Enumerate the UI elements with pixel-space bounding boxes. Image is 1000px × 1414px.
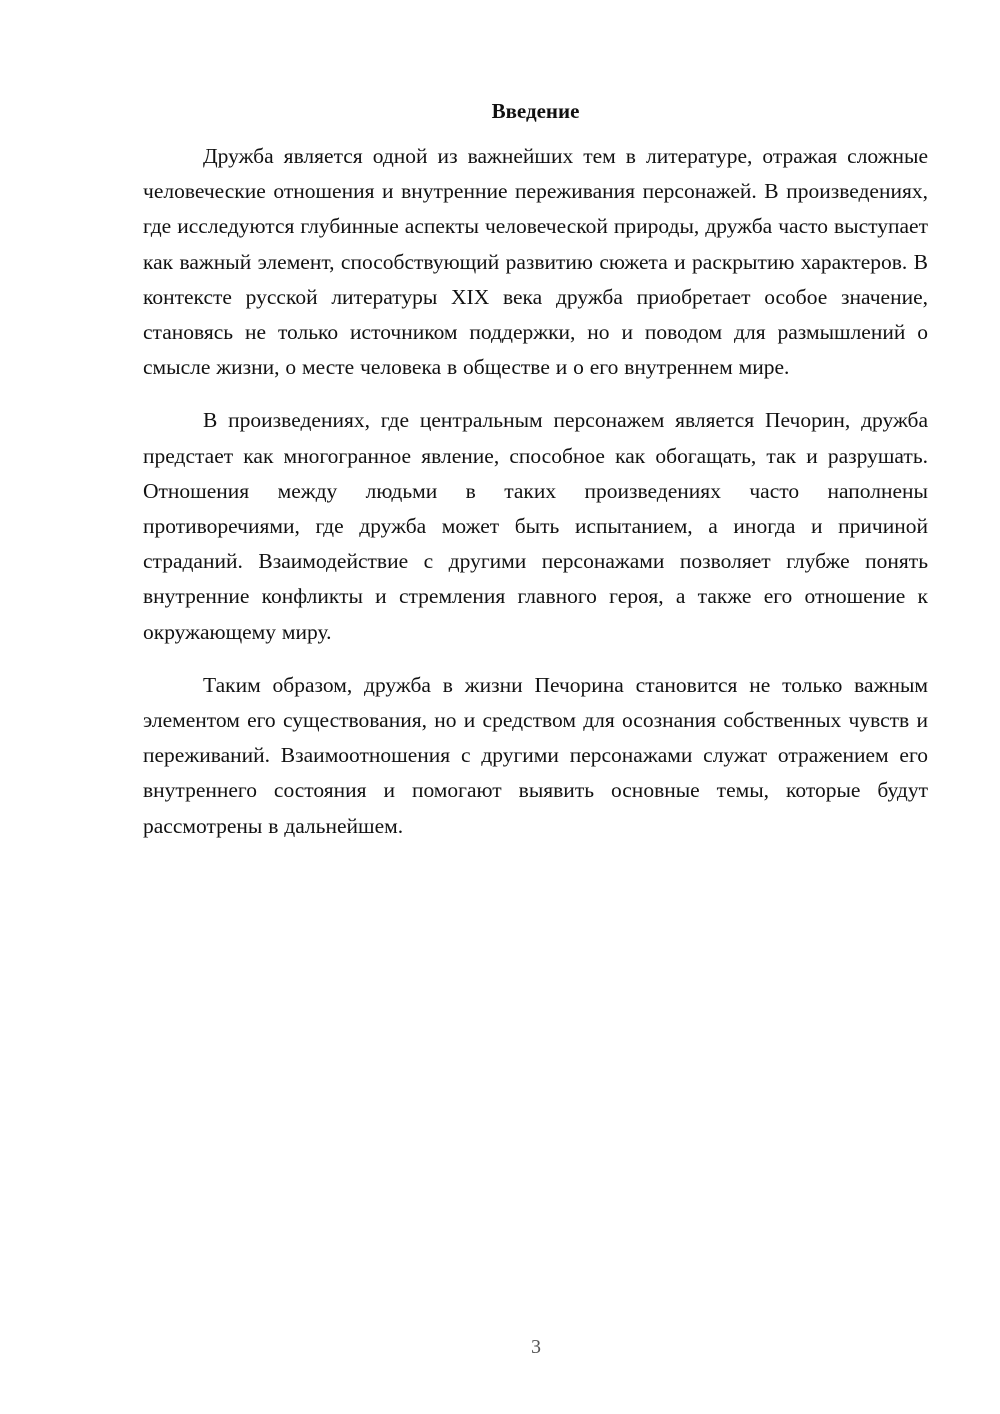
- paragraph-3: Таким образом, дружба в жизни Печорина становится не только важным элементом его существования, но и средством для осознания собственных чувств и переживаний. Взаимоотношения с другими персонажами служат отражением его внутреннего состояния и помогают выявить основные темы, которые будут рассмотрены в дальнейшем.: [143, 672, 928, 838]
- section-title: Введение: [491, 99, 580, 123]
- page-number: 3: [531, 1336, 541, 1358]
- paragraph-1: Дружба является одной из важнейших тем в литературе, отражая сложные человеческие отношения и внутренние переживания персонажей. В произведениях, где исследуются глубинные аспекты человеческой природы, дружба часто выступает как важный элемент, способствующий развитию сюжета и раскрытию характеров. В контексте русской литературы XIX века дружба приобретает особое значение, становясь не только источником поддержки, но и поводом для размышлений о смысле жизни, о месте человека в обществе и о его внутреннем мире.: [143, 144, 928, 380]
- page-content: [143, 96, 928, 862]
- paragraph-2: В произведениях, где центральным персонажем является Печорин, дружба предстает как многогранное явление, способное как обогащать, так и разрушать. Отношения между людьми в таких произведениях часто наполнены противоречиями, где дружба может быть испытанием, а иногда и причиной страданий. Взаимодействие с другими персонажами позволяет глубже понять внутренние конфликты и стремления главного героя, а также его отношение к окружающему миру.: [143, 408, 928, 644]
